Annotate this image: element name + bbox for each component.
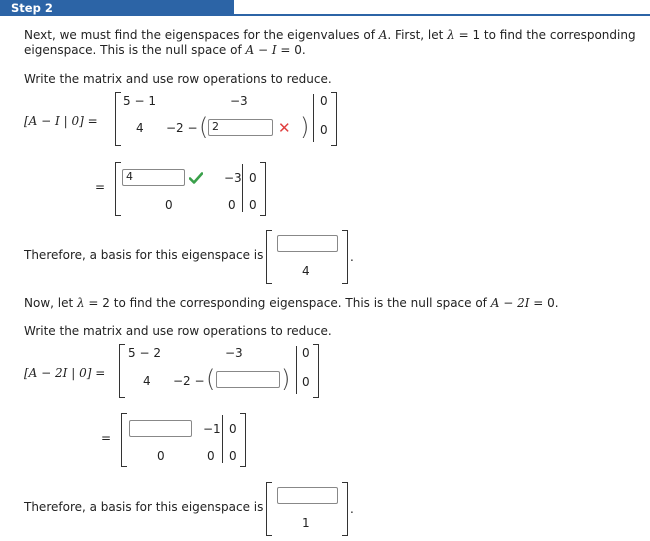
part2-augmented-label: [A − 2I | 0] = [24, 366, 106, 380]
x-mark-icon: ✕ [278, 119, 291, 137]
part1-m1-r1c2: −3 [230, 94, 248, 108]
part1-intro-line1: Next, we must find the eigenspaces for the eigenvalues of A. First, let λ = 1 to find the corresponding [24, 28, 636, 42]
step-label: Step 2 [0, 0, 234, 16]
augment-bar [296, 346, 297, 394]
part2-m2-r1c3: 0 [229, 422, 237, 436]
part1-matrix1-right-bracket [331, 92, 337, 146]
part1-basis-left-bracket [266, 230, 272, 284]
part2-basis-text: Therefore, a basis for this eigenspace is [24, 500, 264, 514]
part2-equals-sign: = [101, 431, 112, 445]
part1-m2-r1c3: 0 [249, 171, 257, 185]
part2-m1-r1c3: 0 [302, 346, 310, 360]
close-paren: ) [281, 365, 291, 393]
part1-m1-r1c3: 0 [320, 94, 328, 108]
part1-m2-r1c1-input[interactable]: 4 [122, 169, 185, 186]
part2-basis-top-input[interactable] [277, 487, 338, 504]
part2-m2-r2c1: 0 [157, 449, 165, 463]
part2-matrix2-right-bracket [240, 413, 246, 467]
part2-m2-r2c2: 0 [207, 449, 215, 463]
part2-m2-r1c2: −1 [203, 422, 221, 436]
part1-intro-line2: eigenspace. This is the null space of A − I = 0. [24, 43, 306, 57]
part1-m1-r2c2-input[interactable]: 2 [208, 119, 273, 136]
part1-m2-r2c1: 0 [165, 198, 173, 212]
part2-basis-left-bracket [266, 482, 272, 536]
part1-augmented-label: [A − I | 0] = [24, 114, 98, 128]
part2-write-matrix-text: Write the matrix and use row operations to reduce. [24, 324, 332, 338]
step-divider [234, 14, 650, 16]
part2-m1-r2c3: 0 [302, 375, 310, 389]
part1-write-matrix-text: Write the matrix and use row operations to reduce. [24, 72, 332, 86]
part2-matrix1-left-bracket [119, 344, 125, 398]
part2-basis-right-bracket [342, 482, 348, 536]
part2-intro: Now, let λ = 2 to find the corresponding eigenspace. This is the null space of A − 2I = 0. [24, 296, 559, 310]
part2-m2-r2c3: 0 [229, 449, 237, 463]
part1-matrix2-left-bracket [115, 162, 121, 216]
part1-equals-sign: = [95, 180, 106, 194]
part2-m2-r1c1-input[interactable] [129, 420, 192, 437]
augment-bar [242, 164, 243, 212]
part1-m2-r2c2: 0 [228, 198, 236, 212]
part1-m1-r2c1: 4 [136, 121, 144, 135]
part1-m2-r1c2: −3 [224, 171, 242, 185]
open-paren: ( [206, 365, 216, 393]
part1-basis-text: Therefore, a basis for this eigenspace is [24, 248, 264, 262]
part1-m1-r2c3: 0 [320, 123, 328, 137]
part2-m1-r2c1: 4 [143, 374, 151, 388]
part2-m1-r2c2-prefix: −2 − [173, 374, 205, 388]
part2-matrix1-right-bracket [313, 344, 319, 398]
part2-m1-r1c2: −3 [225, 346, 243, 360]
part2-basis-bottom: 1 [302, 516, 310, 530]
part1-m2-r2c3: 0 [249, 198, 257, 212]
part1-matrix1-left-bracket [115, 92, 121, 146]
part1-m1-r2c2-prefix: −2 − [166, 121, 198, 135]
period: . [350, 502, 354, 516]
augment-bar [222, 415, 223, 463]
period: . [350, 250, 354, 264]
open-paren: ( [199, 113, 209, 141]
part2-m1-r1c1: 5 − 2 [128, 346, 161, 360]
step-header [0, 0, 650, 16]
part1-basis-right-bracket [342, 230, 348, 284]
part1-matrix2-right-bracket [260, 162, 266, 216]
close-paren: ) [300, 113, 310, 141]
part2-matrix2-left-bracket [121, 413, 127, 467]
check-mark-icon [189, 172, 203, 184]
part1-m1-r1c1: 5 − 1 [123, 94, 156, 108]
part1-basis-top-input[interactable] [277, 235, 338, 252]
augment-bar [313, 94, 314, 142]
part2-m1-r2c2-input[interactable] [216, 371, 280, 388]
part1-basis-bottom: 4 [302, 264, 310, 278]
